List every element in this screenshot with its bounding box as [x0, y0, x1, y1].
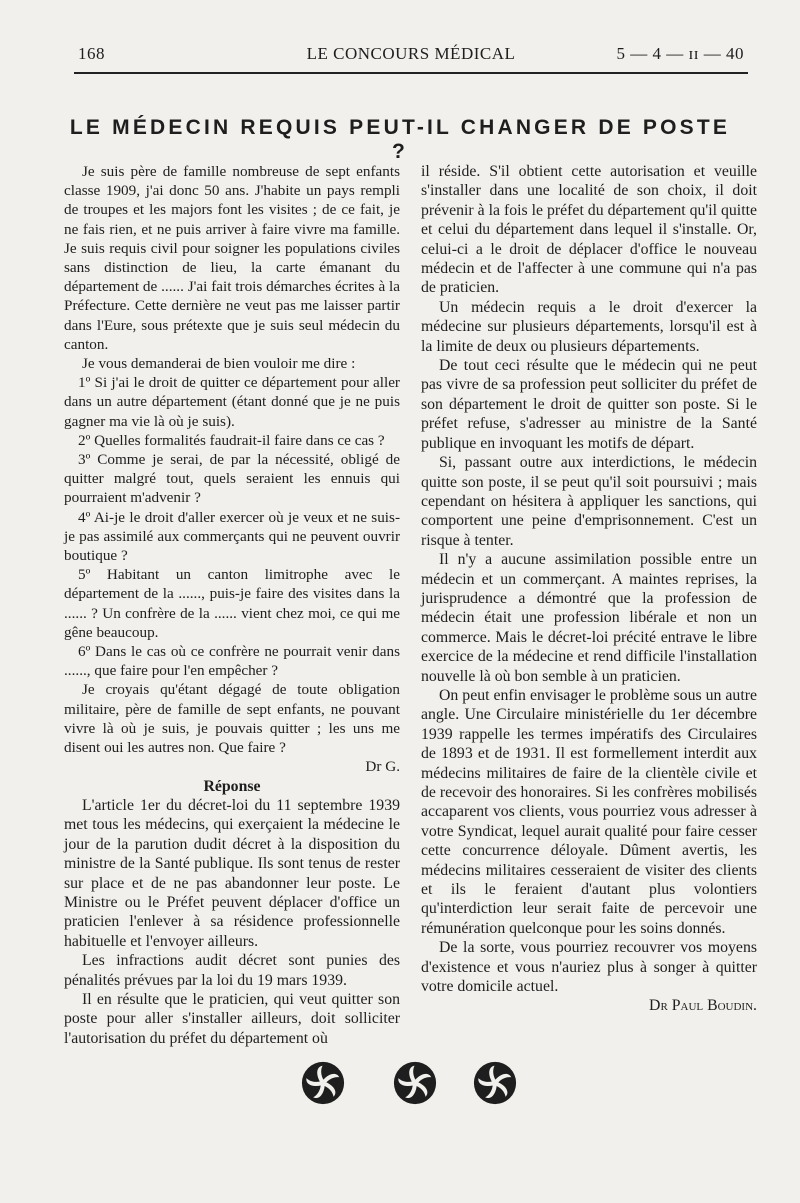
- response-paragraph: Il n'y a aucune assimilation possible entre un médecin et un commerçant. A maintes reprises, la jurisprudence a démontré que la profession de médecin était une profession libérale et non un commerce. Mais le décret-loi précité entrave le libre exercice de la médecine et rend difficile l'installation nouvelle là où bon semble à un praticien.: [421, 551, 757, 685]
- letter-question: 6º Dans le cas où ce confrère ne pourrait venir dans ......, que faire pour l'en empêcher ?: [64, 643, 400, 680]
- left-column: [64, 162, 400, 1048]
- response-paragraph: L'article 1er du décret-loi du 11 septembre 1939 met tous les médecins, qui exerçaient la médecine le jour de la parution dudit décret à la disposition du ministre de la Santé publique. Ils sont tenus de rester sur place et de ne pas abandonner leur poste. Le Ministre ou le Préfet peuvent déplacer d'office un praticien l'enlever à sa résidence professionnelle habituelle et l'envoyer ailleurs.: [64, 796, 400, 950]
- letter-signature: Dr G.: [365, 758, 400, 776]
- reader-letter: [64, 162, 400, 777]
- ornament-row: [300, 1060, 530, 1110]
- right-column: [421, 162, 757, 1016]
- running-header: [78, 44, 744, 70]
- response-heading: Réponse: [203, 777, 261, 795]
- letter-paragraph: Je vous demanderai de bien vouloir me dire :: [82, 355, 356, 373]
- letter-question: 3º Comme je serai, de par la nécessité, obligé de quitter malgré tout, quels seraient les ennuis qui pourraient m'advenir ?: [64, 451, 400, 507]
- pinwheel-ornament-icon: [392, 1060, 438, 1106]
- response-section: [64, 777, 400, 1049]
- letter-paragraph: Je croyais qu'étant dégagé de toute obligation militaire, père de famille de sept enfants, ne pouvant vivre là où je suis, je pouvais quitter ; les uns me disent oui les autres non. Que faire ?: [64, 681, 400, 757]
- letter-question: 2º Quelles formalités faudrait-il faire dans ce cas ?: [78, 431, 385, 449]
- response-paragraph: De la sorte, vous pourriez recouvrer vos moyens d'existence et vous n'auriez plus à songer à quitter votre domicile actuel.: [421, 939, 757, 996]
- pinwheel-ornament-icon: [472, 1060, 518, 1106]
- response-paragraph: Un médecin requis a le droit d'exercer la médecine sur plusieurs départements, lorsqu'il est à la limite de deux ou plusieurs départements.: [421, 298, 757, 355]
- journal-title: LE CONCOURS MÉDICAL: [306, 44, 516, 63]
- pinwheel-ornament-icon: [300, 1060, 346, 1106]
- response-paragraph: De tout ceci résulte que le médecin qui ne peut pas vivre de sa profession peut solliciter du préfet de son département le droit de quitter son poste. Si le préfet refuse, s'adresser au ministre de la Santé publique en invoquant les motifs de départ.: [421, 357, 757, 452]
- header-rule: [74, 72, 748, 74]
- letter-question: 5º Habitant un canton limitrophe avec le département de la ......, puis-je faire des visites dans la ...... ? Un confrère de la ...... vient chez moi, ce qui me gêne beaucoup.: [64, 566, 400, 641]
- letter-paragraph: Je suis père de famille nombreuse de sept enfants classe 1909, j'ai donc 50 ans. J'habite un pays rempli de troupes et les majors font les visites ; de ce fait, je ne fais rien, et ne puis arriver à faire vivre ma famille. Je suis requis civil pour soigner les populations civiles sans distinction de lieu, la carte émanant du département de ...... J'ai fait trois démarches écrites à la Préfecture. Cette dernière ne veut pas me laisser partir dans l'Eure, sous prétexte que je suis seul médecin du canton.: [64, 163, 400, 353]
- response-paragraph: Il en résulte que le praticien, qui veut quitter son poste pour aller s'installer ailleurs, doit solliciter l'autorisation du préfet du département où: [64, 990, 400, 1047]
- page-number: 168: [78, 44, 105, 63]
- letter-question: 1º Si j'ai le droit de quitter ce département pour aller dans un autre département (étant donné que je ne puis gagner ma vie là où je suis).: [64, 374, 400, 430]
- response-paragraph: Si, passant outre aux interdictions, le médecin quitte son poste, il se peut qu'il soit poursuivi ; mais cependant on hésitera à appliquer les sanctions, qui comportent une peine d'emprisonnement. C'est un risque à tenter.: [421, 454, 757, 549]
- issue-date: 5 — 4 — ɪɪ — 40: [616, 44, 744, 63]
- response-paragraph: il réside. S'il obtient cette autorisation et veuille s'installer dans une localité de son choix, il doit prévenir à la fois le préfet du département qu'il quitte et celui du département dans lequel il s'installe. Or, celui-ci a le droit de déplacer d'office le nouveau médecin et de l'affecter à une commune qui n'a pas de praticien.: [421, 163, 757, 297]
- letter-question: 4º Ai-je le droit d'aller exercer où je veux et ne suis-je pas assimilé aux commerçants qui ne peuvent ouvrir boutique ?: [64, 508, 400, 565]
- response-signature: Dr Paul Boudin.: [649, 997, 757, 1015]
- article-title: LE MÉDECIN REQUIS PEUT-IL CHANGER DE POSTE ?: [69, 116, 731, 163]
- response-paragraph: On peut enfin envisager le problème sous un autre angle. Une Circulaire ministérielle du 1er décembre 1939 rappelle les termes impératifs des Circulaires de 1893 et de 1931. Il est formellement interdit aux médecins militaires de faire de la clientèle civile et de recevoir des honoraires. Si les confrères mobilisés accaparent vos clients, vous pourriez vous adresser à votre Syndicat, lequel aurait qualité pour faire cesser cette concurrence déloyale. Dûment avertis, les médecins militaires cesseraient de visiter des clients et ils le feraient d'autant plus volontiers qu'interdiction leur serait faite de percevoir une rémunération quelconque pour les soins donnés.: [421, 686, 758, 937]
- response-paragraph: Les infractions audit décret sont punies des pénalités prévues par la loi du 19 mars 1939.: [64, 952, 400, 989]
